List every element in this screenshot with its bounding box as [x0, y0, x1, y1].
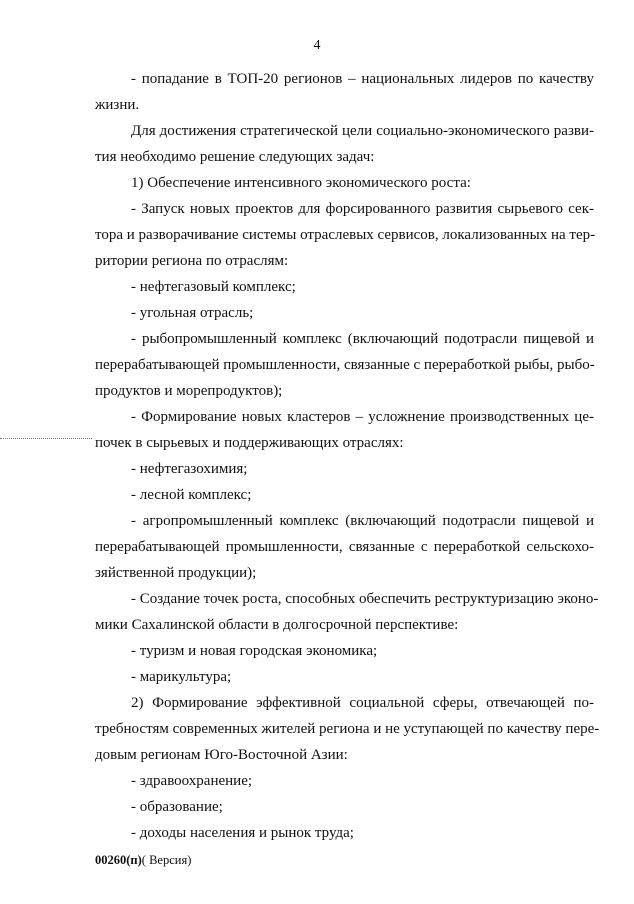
text-line: - туризм и новая городская экономика; [131, 643, 378, 659]
text-line: перерабатывающей промышленности, связанные с переработкой рыбы, рыбо- [95, 357, 595, 373]
text-line: продуктов и морепродуктов); [95, 383, 283, 399]
text-line: - Создание точек роста, способных обеспечить реструктуризацию эконо- [131, 591, 599, 607]
text-line: - образование; [131, 799, 223, 815]
text-line: - попадание в ТОП-20 регионов – национальных лидеров по качеству [131, 71, 594, 87]
text-line: - угольная отрасль; [131, 305, 254, 321]
text-line: мики Сахалинской области в долгосрочной перспективе: [95, 617, 459, 633]
text-line: - марикультура; [131, 669, 232, 685]
page-number: 4 [313, 38, 321, 53]
margin-mark [0, 438, 92, 439]
text-line: - агропромышленный комплекс (включающий подотрасли пищевой и [131, 513, 594, 529]
text-line: 2) Формирование эффективной социальной сферы, отвечающей по- [131, 695, 594, 711]
text-line: - доходы населения и рынок труда; [131, 825, 354, 841]
footer-doc-code: 00260(п) [95, 853, 142, 867]
text-line: довым регионам Юго-Восточной Азии: [95, 747, 348, 763]
text-line: ритории региона по отраслям: [95, 253, 289, 269]
text-line: перерабатывающей промышленности, связанные с переработкой сельскохо- [95, 539, 594, 555]
text-line: зяйственной продукции); [95, 565, 257, 581]
footer-version: ( Версия) [141, 853, 192, 867]
text-line: жизни. [95, 97, 140, 113]
text-line: - рыбопромышленный комплекс (включающий подотрасли пищевой и [131, 331, 594, 347]
text-line: - лесной комплекс; [131, 487, 252, 503]
text-line: - здравоохранение; [131, 773, 253, 789]
text-line: почек в сырьевых и поддерживающих отраслях: [95, 435, 404, 451]
text-line: - нефтегазовый комплекс; [131, 279, 296, 295]
text-line: требностям современных жителей региона и не уступающей по качеству пере- [95, 721, 600, 737]
footer-code [95, 853, 191, 868]
text-line: - нефтегазохимия; [131, 461, 248, 477]
text-line: - Формирование новых кластеров – усложнение производственных це- [131, 409, 594, 425]
text-line: тия необходимо решение следующих задач: [95, 149, 375, 165]
text-line: - Запуск новых проектов для форсированного развития сырьевого сек- [131, 201, 594, 217]
text-line: Для достижения стратегической цели социально-экономического разви- [131, 123, 594, 139]
text-line: тора и разворачивание системы отраслевых сервисов, локализованных на тер- [95, 227, 596, 243]
text-line: 1) Обеспечение интенсивного экономического роста: [131, 175, 471, 191]
